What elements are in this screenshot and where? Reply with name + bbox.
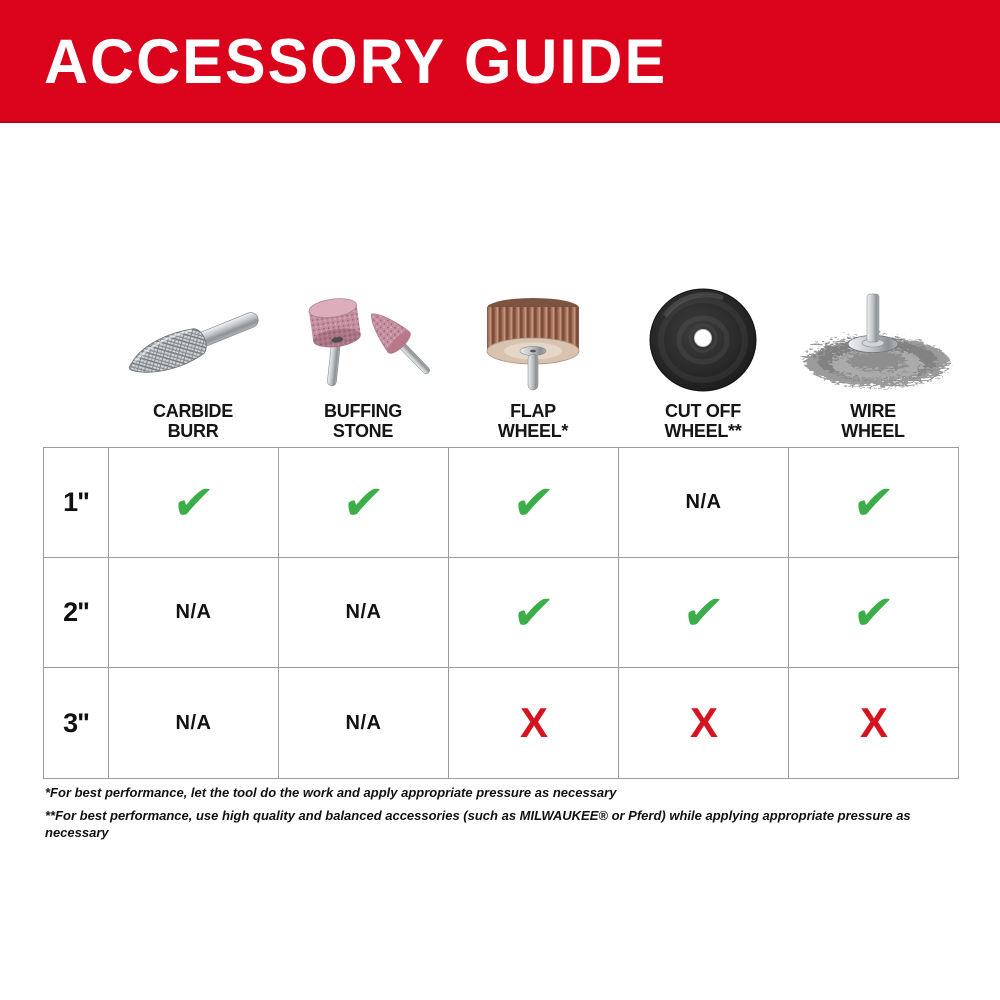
row-size-label: 3" [63, 707, 89, 738]
label-wire-wheel: WIRE WHEEL [841, 401, 905, 441]
cell-value: N/A [175, 711, 212, 734]
cell-1in-wire-wheel [789, 448, 959, 558]
buffing-stone-icon [287, 286, 439, 398]
cell-value: N/A [685, 491, 722, 513]
footnote-2: **For best performance, use high quality and balanced accessories (such as MILWAUKEE® or Pferd) while applying appropriate pressure as necessary [45, 808, 911, 840]
product-image-wire-wheel [788, 280, 958, 398]
compatibility-table [43, 447, 959, 779]
product-image-carbide-burr [108, 280, 278, 398]
cell-value: ✔ [169, 474, 218, 531]
footnote-1: *For best performance, let the tool do the work and apply appropriate pressure as necessary [45, 785, 617, 800]
row-header-1in [44, 448, 109, 558]
cell-value: ✔ [509, 584, 558, 641]
cell-value: ✔ [339, 474, 388, 531]
wire-wheel-icon [789, 286, 957, 398]
banner [0, 0, 1000, 123]
cut-off-wheel-icon [627, 286, 779, 398]
row-header-3in [44, 668, 109, 779]
label-flap-wheel: FLAP WHEEL* [497, 401, 569, 441]
product-image-buffing-stone [278, 280, 448, 398]
cell-value: X [519, 699, 547, 746]
row-size-label: 1" [63, 487, 89, 517]
cell-3in-wire-wheel [789, 668, 959, 779]
cell-2in-carbide-burr [109, 558, 279, 668]
cell-1in-carbide-burr [109, 448, 279, 558]
label-buffing-stone: BUFFING STONE [324, 401, 402, 441]
cell-value: ✔ [849, 584, 898, 641]
cell-value: ✔ [679, 584, 728, 641]
product-labels-row [108, 401, 958, 441]
product-image-flap-wheel [448, 280, 618, 398]
cell-value: X [689, 699, 717, 746]
cell-value: X [859, 699, 887, 746]
cell-1in-cut-off-wheel [619, 448, 789, 558]
cell-1in-buffing-stone [279, 448, 449, 558]
flap-wheel-icon [457, 286, 609, 398]
carbide-burr-icon [113, 286, 273, 398]
cell-value: N/A [345, 711, 382, 734]
row-size-label: 2" [63, 597, 89, 627]
cell-value: ✔ [849, 474, 898, 531]
cell-2in-cut-off-wheel [619, 558, 789, 668]
product-images-row [108, 280, 958, 398]
row-header-2in [44, 558, 109, 668]
cell-3in-buffing-stone [279, 668, 449, 779]
cell-2in-wire-wheel [789, 558, 959, 668]
label-cut-off-wheel: CUT OFF WHEEL** [664, 401, 742, 441]
page-title: ACCESSORY GUIDE [44, 25, 668, 96]
product-image-cut-off-wheel [618, 280, 788, 398]
cell-2in-flap-wheel [449, 558, 619, 668]
footnotes [45, 784, 955, 847]
cell-2in-buffing-stone [279, 558, 449, 668]
cell-1in-flap-wheel [449, 448, 619, 558]
cell-3in-carbide-burr [109, 668, 279, 779]
cell-value: N/A [175, 601, 212, 623]
label-carbide-burr: CARBIDE BURR [153, 401, 233, 441]
cell-3in-flap-wheel [449, 668, 619, 779]
cell-value: ✔ [509, 474, 558, 531]
cell-3in-cut-off-wheel [619, 668, 789, 779]
cell-value: N/A [345, 601, 382, 623]
